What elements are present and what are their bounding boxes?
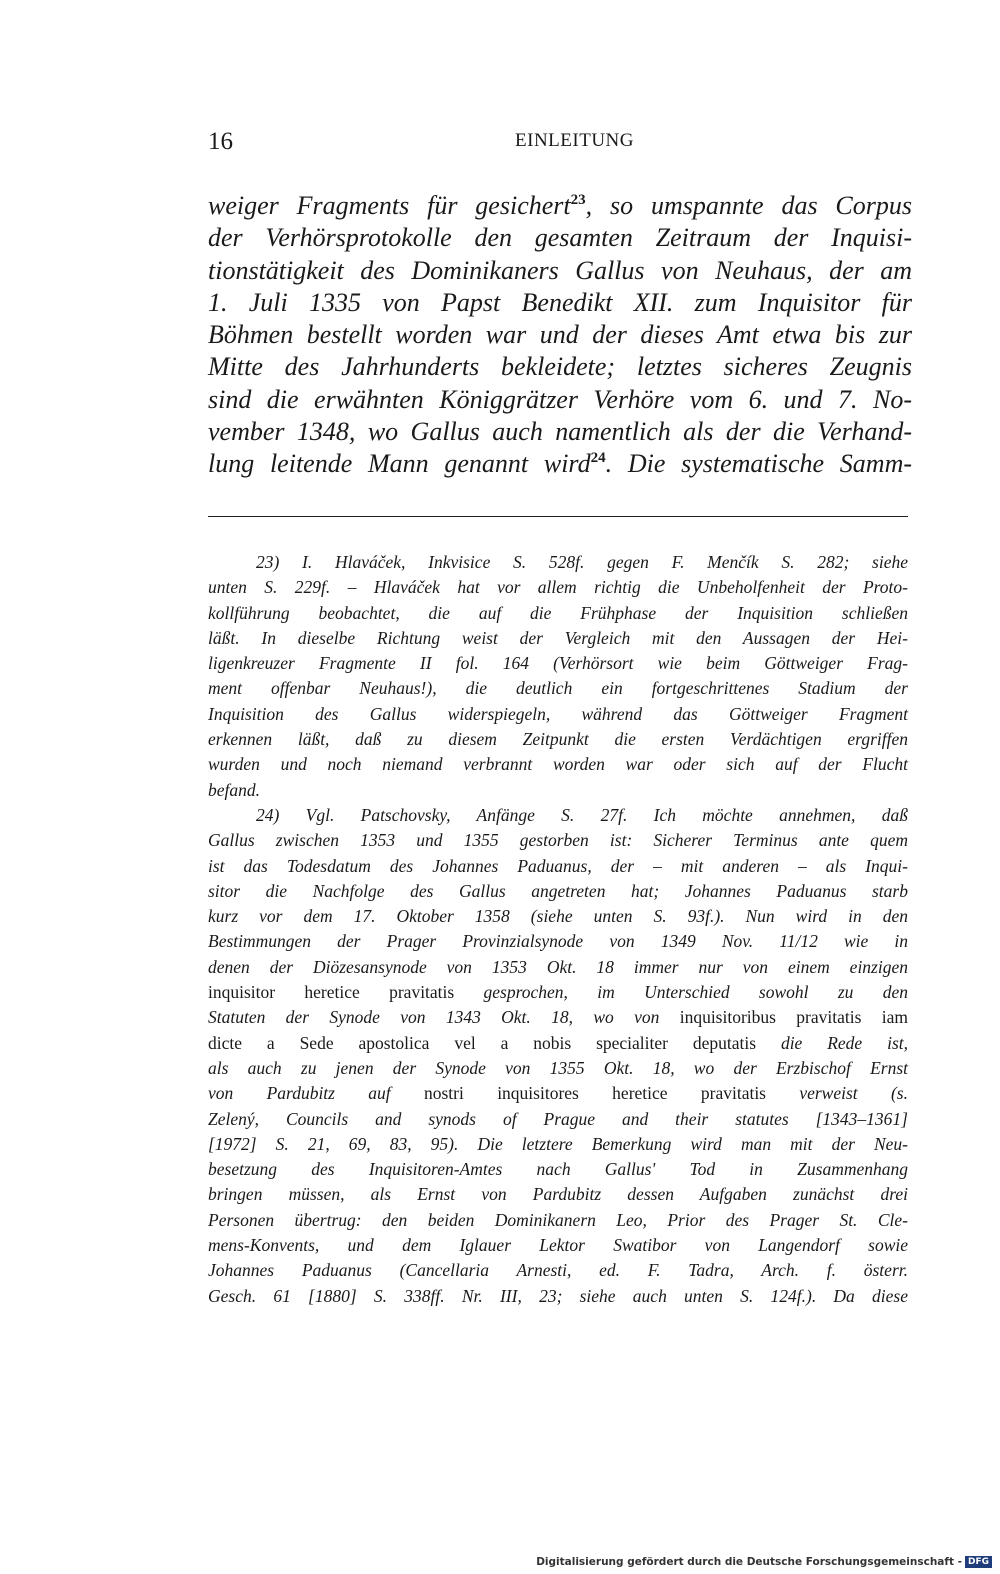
footnote-line: 24) Vgl. Patschovsky, Anfänge S. 27f. Ich möchte annehmen, daß [256, 804, 908, 825]
body-line: Böhmen bestellt worden war und der dieses Amt etwa bis zur [208, 320, 912, 350]
page-number: 16 [208, 128, 233, 155]
footnote-ref-24: 24 [590, 450, 606, 467]
footnote-line: ist das Todesdatum des Johannes Paduanus, der – mit anderen – als Inqui- [208, 855, 908, 876]
footnote-line: Johannes Paduanus (Cancellaria Arnesti, ed. F. Tadra, Arch. f. österr. [208, 1260, 908, 1281]
footnote-line: läßt. In dieselbe Richtung weist der Vergleich mit den Aussagen der Hei- [208, 627, 908, 648]
digitization-credit: Digitalisierung gefördert durch die Deutsche Forschungsgemeinschaft - [536, 1556, 962, 1568]
main-text [208, 190, 912, 481]
latin-quote: inquisitor heretice pravitatis [208, 982, 455, 1003]
footnote-line: sitor die Nachfolge des Gallus angetreten hat; Johannes Paduanus starb [208, 880, 908, 901]
footnote-line: als auch zu jenen der Synode von 1355 Okt. 18, wo der Erzbischof Ernst [208, 1057, 908, 1078]
latin-quote: dicte a Sede apostolica vel a nobis specialiter deputatis [208, 1032, 757, 1053]
footnote-line: Statuten der Synode von 1343 Okt. 18, wo von inquisitoribus pravitatis iam [208, 1007, 908, 1028]
footnote-line: ment offenbar Neuhaus!), die deutlich ein fortgeschrittenes Stadium der [208, 678, 908, 699]
digitization-banner [536, 1556, 992, 1568]
footnote-line: Gallus zwischen 1353 und 1355 gestorben ist: Sicherer Terminus ante quem [208, 830, 908, 851]
footnote-line: denen der Diözesansynode von 1353 Okt. 18 immer nur von einem einzigen [208, 956, 908, 977]
footnote-line: von Pardubitz auf nostri inquisitores heretice pravitatis verweist (s. [208, 1083, 908, 1104]
footnote-line: inquisitor heretice pravitatis gesprochen, im Unterschied sowohl zu den [208, 982, 908, 1003]
footnote-line: [1972] S. 21, 69, 83, 95). Die letztere Bemerkung wird man mit der Neu- [208, 1133, 908, 1154]
footnote-line: Zelený, Councils and synods of Prague and their statutes [1343–1361] [208, 1108, 908, 1129]
body-line: vember 1348, wo Gallus auch namentlich als der die Verhand- [208, 417, 912, 447]
footnote-line: kollführung beobachtet, die auf die Frühphase der Inquisition schließen [208, 602, 908, 623]
latin-quote: nostri inquisitores heretice pravitatis [424, 1083, 766, 1104]
footnote-line: Bestimmungen der Prager Provinzialsynode von 1349 Nov. 11/12 wie in [208, 931, 908, 952]
footnote-line: Personen übertrug: den beiden Dominikanern Leo, Prior des Prager St. Cle- [208, 1209, 908, 1230]
page-header [208, 128, 634, 160]
body-line: 1. Juli 1335 von Papst Benedikt XII. zum Inquisitor für [208, 287, 912, 317]
footnotes [208, 550, 908, 1309]
latin-quote: inquisitoribus pravitatis iam [679, 1007, 908, 1028]
footnote-line: wurden und noch niemand verbrannt worden war oder sich auf der Flucht [208, 754, 908, 775]
body-line: der Verhörsprotokolle den gesamten Zeitraum der Inquisi- [208, 223, 912, 253]
footnote-line: dicte a Sede apostolica vel a nobis specialiter deputatis die Rede ist, [208, 1032, 908, 1053]
footnote-line: befand. [208, 779, 261, 800]
footnote-line: Inquisition des Gallus widerspiegeln, während das Göttweiger Fragment [208, 703, 908, 724]
body-line: sind die erwähnten Königgrätzer Verhöre vom 6. und 7. No- [208, 384, 912, 414]
body-line: tionstätigkeit des Dominikaners Gallus von Neuhaus, der am [208, 255, 912, 285]
body-line: weiger Fragments für gesichert$^{23}$, so umspannte das Corpus [208, 191, 912, 220]
footnote-line: mens-Konvents, und dem Iglauer Lektor Swatibor von Langendorf sowie [208, 1235, 908, 1256]
body-line: lung leitende Mann genannt wird$^{24}$. Die systematische Samm- [208, 449, 913, 479]
footnote-line: ligenkreuzer Fragmente II fol. 164 (Verhörsort wie beim Göttweiger Frag- [208, 653, 908, 674]
footnote-line: besetzung des Inquisitoren-Amtes nach Gallus' Tod in Zusammenhang [208, 1159, 908, 1180]
footnote-line: unten S. 229f. – Hlaváček hat vor allem richtig die Unbeholfenheit der Proto- [208, 577, 908, 598]
running-head: EINLEITUNG [515, 130, 634, 151]
footnote-ref-23: 23 [570, 192, 586, 208]
footnote-line: 23) I. Hlaváček, Inkvisice S. 528f. gegen F. Menčík S. 282; siehe [256, 552, 908, 572]
footnote-line: bringen müssen, als Ernst von Pardubitz dessen Aufgaben zunächst drei [208, 1184, 908, 1205]
footnote-line: Gesch. 61 [1880] S. 338ff. Nr. III, 23; siehe auch unten S. 124f.). Da diese [208, 1285, 908, 1306]
footnote-line: kurz vor dem 17. Oktober 1358 (siehe unten S. 93f.). Nun wird in den [208, 906, 908, 927]
dfg-logo: DFG [965, 1556, 992, 1568]
body-line: Mitte des Jahrhunderts bekleidete; letztes sicheres Zeugnis [208, 352, 912, 382]
footnote-line: erkennen läßt, daß zu diesem Zeitpunkt die ersten Verdächtigen ergriffen [208, 729, 908, 750]
footnote-separator [208, 516, 908, 517]
